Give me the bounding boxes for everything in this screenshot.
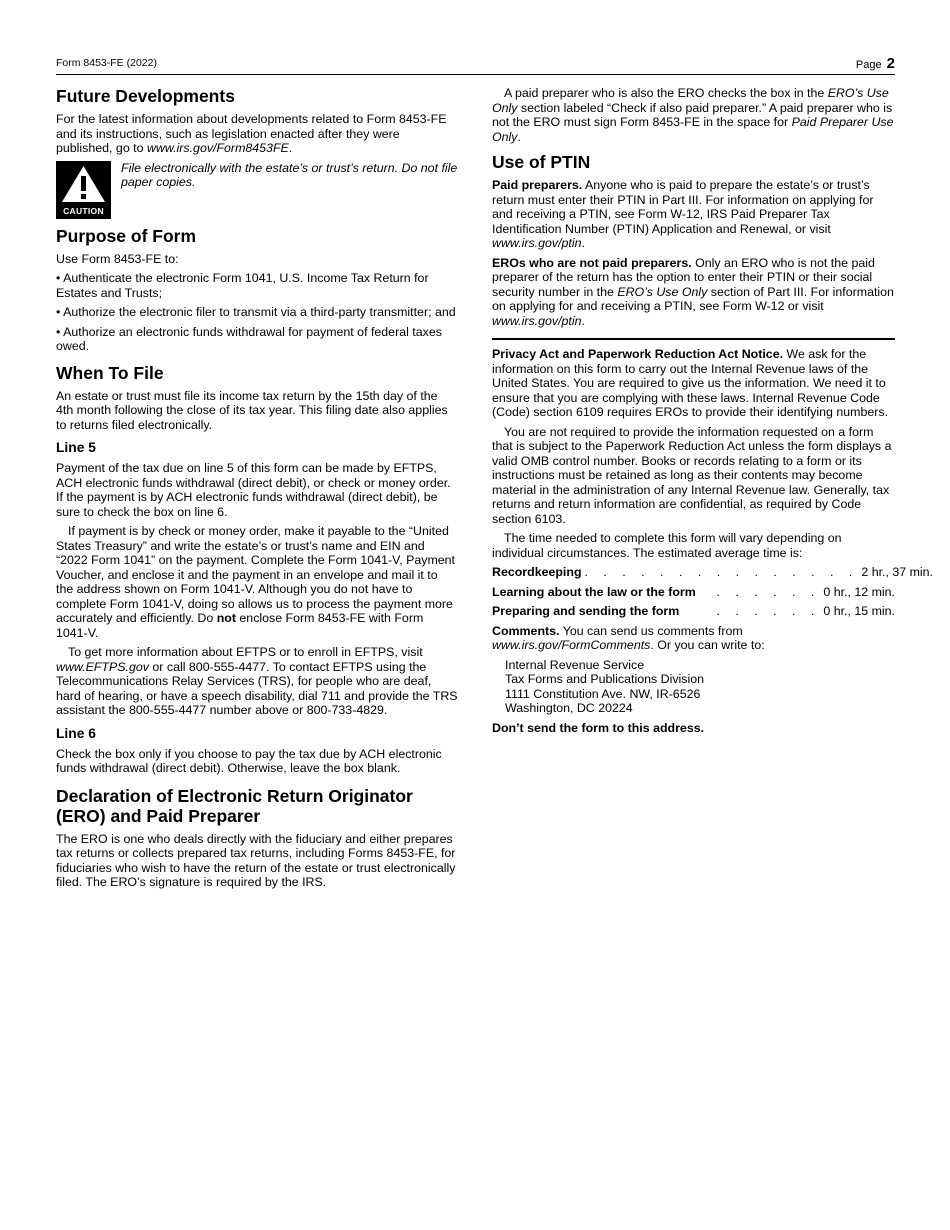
form-link[interactable]: www.irs.gov/Form8453FE xyxy=(146,141,289,155)
privacy-paragraph: You are not required to provide the information requested on a form that is subject to the Paperwork Reduction Act unless the form displays a valid OMB control number. Books or records relating to a form or its instructions must be retained as long as their contents may become material in the administration of any Internal Revenue law. Generally, tax returns and return information are confidential, as required by Code section 6103. xyxy=(492,424,892,526)
address-line: 1111 Constitution Ave. NW, IR-6526 xyxy=(505,686,701,701)
address-line: Tax Forms and Publications Division xyxy=(505,672,705,686)
caution-label: CAUTION xyxy=(63,205,104,216)
address-line: Washington, DC 20224 xyxy=(505,701,633,715)
when-to-file-heading: When To File xyxy=(56,362,164,383)
purpose-bullet: • Authenticate the electronic Form 1041, U.S. Income Tax Return for Estates and Trusts; xyxy=(56,271,429,300)
page-header xyxy=(56,55,895,75)
section-divider xyxy=(492,338,895,340)
ero-paragraph: A paid preparer who is also the ERO checks the box in the ERO’s Use Only section labeled “Check if also paid preparer.” A paid preparer who is not the ERO must sign Form 8453-FE in the space for Paid Preparer Use Only. xyxy=(492,86,894,144)
right-column xyxy=(492,86,933,740)
address-line: Internal Revenue Service xyxy=(505,657,645,672)
purpose-bullet: • Authorize the electronic filer to transmit via a third-party transmitter; and xyxy=(56,305,456,319)
declaration-heading: Declaration of Electronic Return Originator (ERO) and Paid Preparer xyxy=(56,785,413,826)
future-developments-text: For the latest information about developments related to Form 8453-FE and its instructions, such as legislation enacted after they were published, go to www.irs.gov/Form8453FE. xyxy=(56,112,447,155)
privacy-paragraph: The time needed to complete this form will vary depending on individual circumstances. The estimated average time is: xyxy=(492,531,842,560)
purpose-heading: Purpose of Form xyxy=(56,225,197,246)
line5-paragraph: Payment of the tax due on line 5 of this form can be made by EFTPS, ACH electronic funds withdrawal (direct debit), or check or money order. If the payment is by ACH electronic funds withdrawal (direct debit), be sure to check the box on line 6. xyxy=(56,461,451,519)
ptin-heading: Use of PTIN xyxy=(492,152,591,172)
eros-paragraph: EROs who are not paid preparers. Only an ERO who is not the paid preparer of the return has the option to enter their PTIN or their social security number in the ERO’s Use Only section of Part III. For information on applying for and receiving a PTIN, see Form W-12 or visit www.irs.gov/ptin. xyxy=(492,255,894,328)
caution-text: File electronically with the estate’s or trust’s return. Do not file paper copies. xyxy=(121,160,458,189)
future-developments-heading: Future Developments xyxy=(56,86,235,106)
line6-text: Check the box only if you choose to pay the tax due by ACH electronic funds withdrawal (direct debit). Otherwise, leave the box blank. xyxy=(56,746,442,775)
page-number: 2 xyxy=(886,55,895,72)
page-indicator xyxy=(856,55,895,72)
purpose-intro: Use Form 8453-FE to: xyxy=(56,251,179,266)
caution-icon xyxy=(56,161,111,219)
time-row: Recordkeeping . . . . . . . . . . . . . . . 2 hr., 37 min. xyxy=(492,565,933,579)
page-label: Page xyxy=(855,59,882,71)
purpose-bullet: • Authorize an electronic funds withdrawal for payment of federal taxes owed. xyxy=(56,324,442,353)
mailing-address xyxy=(505,658,895,716)
left-column xyxy=(56,86,458,895)
line6-heading: Line 6 xyxy=(56,725,96,741)
comments-link[interactable]: www.irs.gov/FormComments xyxy=(492,638,651,652)
line5-heading: Line 5 xyxy=(56,440,96,455)
privacy-paragraph: Privacy Act and Paperwork Reduction Act Notice. We ask for the information on this form to carry out the Internal Revenue laws of the United States. You are required to give us the information. We need it to ensure that you are complying with these laws. Internal Revenue Code (Code) section 6109 requires EROs to provide their identifying numbers. xyxy=(492,347,889,419)
dont-send-note: Don’t send the form to this address. xyxy=(492,720,705,735)
line5-paragraph: To get more information about EFTPS or to enroll in EFTPS, visit www.EFTPS.gov or call 800-555-4477. To contact EFTPS using the Telecommunications Relay Services (TRS), for people who are deaf, hard of hearing, or have a speech disability, dial 711 and provide the TRS assistant the 800-555-4477 number above or 800-733-4829. xyxy=(56,645,458,717)
form-label: Form 8453-FE (2022) xyxy=(56,57,157,69)
time-row: Learning about the law or the form . . . . . . 0 hr., 12 min. xyxy=(492,584,895,599)
eftps-link[interactable]: www.EFTPS.gov xyxy=(56,659,149,674)
declaration-text: The ERO is one who deals directly with the fiduciary and either prepares tax returns or collects prepared tax returns, including Forms 8453-FE, for fiduciaries who wish to have the return of the estate or trust electronically filed. The ERO’s signature is required by the IRS. xyxy=(56,831,456,889)
line5-paragraph: If payment is by check or money order, make it payable to the “United States Treasury” and write the estate’s or trust’s name and EIN and “2022 Form 1041” on the payment. Complete the Form 1041-V, Payment Voucher, and enclose it and the payment in an envelope and mail it to the address shown on Form 1041-V. Although you do not have to complete Form 1041-V, doing so allows us to process the payment more accurately and efficiently. Do not enclose Form 8453-FE with Form 1041-V. xyxy=(56,524,456,640)
ptin-link[interactable]: www.irs.gov/ptin xyxy=(492,313,582,328)
paid-preparers-paragraph: Paid preparers. Anyone who is paid to prepare the estate’s or trust’s return must enter their PTIN in Part III. For information on applying for and receiving a PTIN, see Form W-12, IRS Paid Preparer Tax Identification Number (PTIN) Application and Renewal, or visit www.irs.gov/ptin. xyxy=(492,178,874,250)
comments-paragraph: Comments. You can send us comments from www.irs.gov/FormComments. Or you can write to: xyxy=(492,623,765,652)
caution-note xyxy=(56,161,458,219)
ptin-link[interactable]: www.irs.gov/ptin xyxy=(492,236,582,250)
time-row: Preparing and sending the form . . . . . . 0 hr., 15 min. xyxy=(492,604,895,618)
when-to-file-text: An estate or trust must file its income tax return by the 15th day of the 4th month following the close of its tax year. This filing date also applies to returns filed electronically. xyxy=(56,388,448,432)
